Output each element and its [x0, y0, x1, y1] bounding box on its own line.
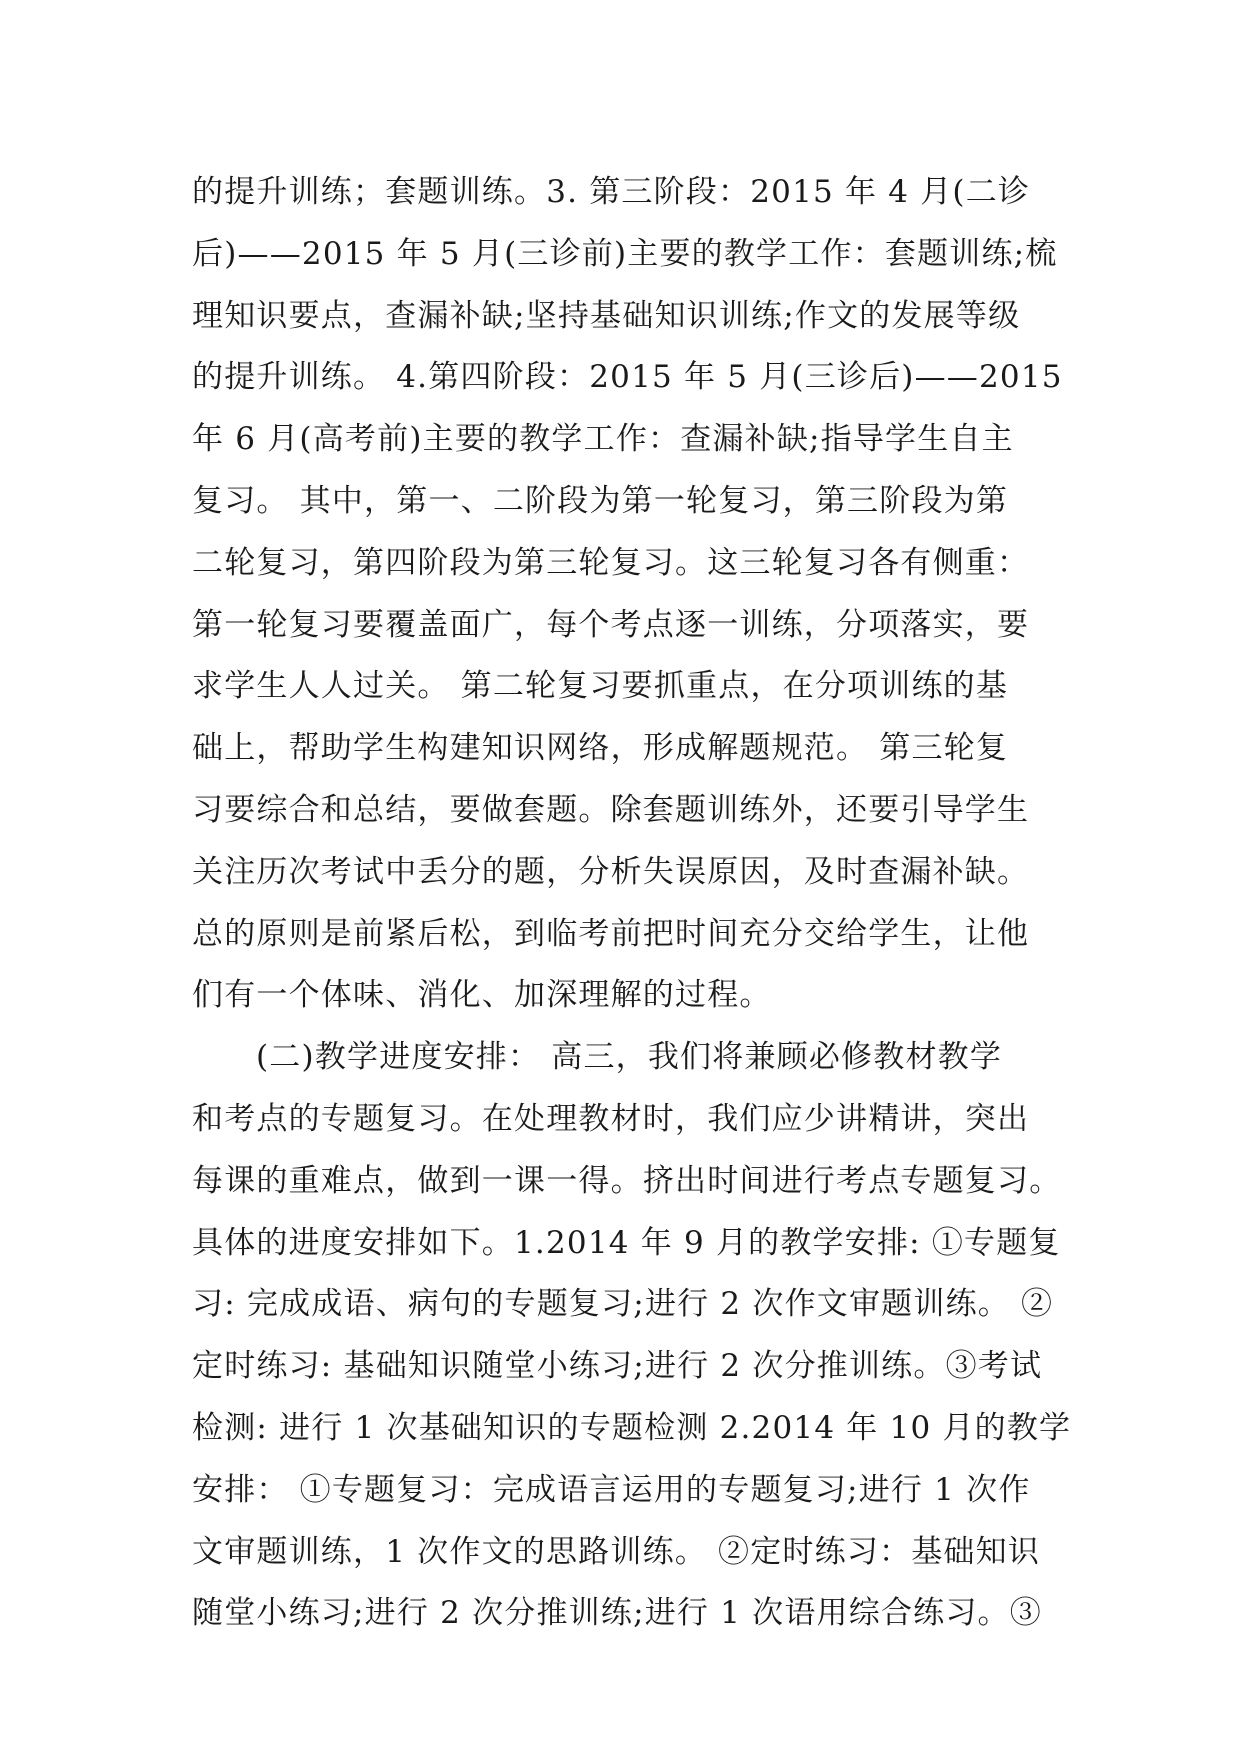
document-body: [192, 162, 1072, 1645]
text-line: 总的原则是前紧后松，到临考前把时间充分交给学生，让他: [192, 915, 1030, 952]
text-line: 二轮复习，第四阶段为第三轮复习。这三轮复习各有侧重：: [192, 544, 1030, 581]
text-line: 后)——2015 年 5 月(三诊前)主要的教学工作：套题训练;梳: [192, 235, 1058, 272]
text-line: 求学生人人过关。 第二轮复习要抓重点，在分项训练的基: [192, 668, 1009, 705]
text-line: 的提升训练；套题训练。3. 第三阶段：2015 年 4 月(二诊: [192, 174, 1031, 210]
text-line: 检测: 进行 1 次基础知识的专题检测 2.2014 年 10 月的教学: [192, 1409, 1072, 1446]
text-line: 第一轮复习要覆盖面广，每个考点逐一训练，分项落实，要: [192, 606, 1030, 643]
text-line: 理知识要点，查漏补缺;坚持基础知识训练;作文的发展等级: [192, 297, 1021, 334]
text-line: 的提升训练。 4.第四阶段：2015 年 5 月(三诊后)——2015: [192, 359, 1063, 396]
text-line: 习要综合和总结，要做套题。除套题训练外，还要引导学生: [192, 791, 1030, 828]
text-line: 随堂小练习;进行 2 次分推训练;进行 1 次语用综合练习。③: [192, 1595, 1042, 1632]
text-line: 复习。 其中，第一、二阶段为第一轮复习，第三阶段为第: [192, 482, 1009, 519]
text-line: 安排： ①专题复习：完成语言运用的专题复习;进行 1 次作: [192, 1471, 1031, 1508]
text-line: 关注历次考试中丢分的题，分析失误原因，及时查漏补缺。: [192, 853, 1030, 890]
text-line: 础上，帮助学生构建知识网络，形成解题规范。 第三轮复: [192, 730, 1009, 767]
text-line: 和考点的专题复习。在处理教材时，我们应少讲精讲，突出: [192, 1100, 1030, 1137]
paragraph-start-line: (二)教学进度安排： 高三，我们将兼顾必修教材教学: [256, 1039, 1003, 1076]
text-line: 文审题训练，1 次作文的思路训练。 ②定时练习：基础知识: [192, 1533, 1041, 1570]
text-line: 习: 完成成语、病句的专题复习;进行 2 次作文审题训练。 ②: [192, 1286, 1054, 1323]
text-line: 们有一个体味、消化、加深理解的过程。: [192, 977, 772, 1014]
text-line: 具体的进度安排如下。1.2014 年 9 月的教学安排: ①专题复: [192, 1224, 1061, 1261]
text-line: 定时练习: 基础知识随堂小练习;进行 2 次分推训练。③考试: [192, 1348, 1043, 1385]
text-line: 年 6 月(高考前)主要的教学工作：查漏补缺;指导学生自主: [192, 421, 1014, 458]
text-line: 每课的重难点，做到一课一得。挤出时间进行考点专题复习。: [192, 1162, 1062, 1199]
